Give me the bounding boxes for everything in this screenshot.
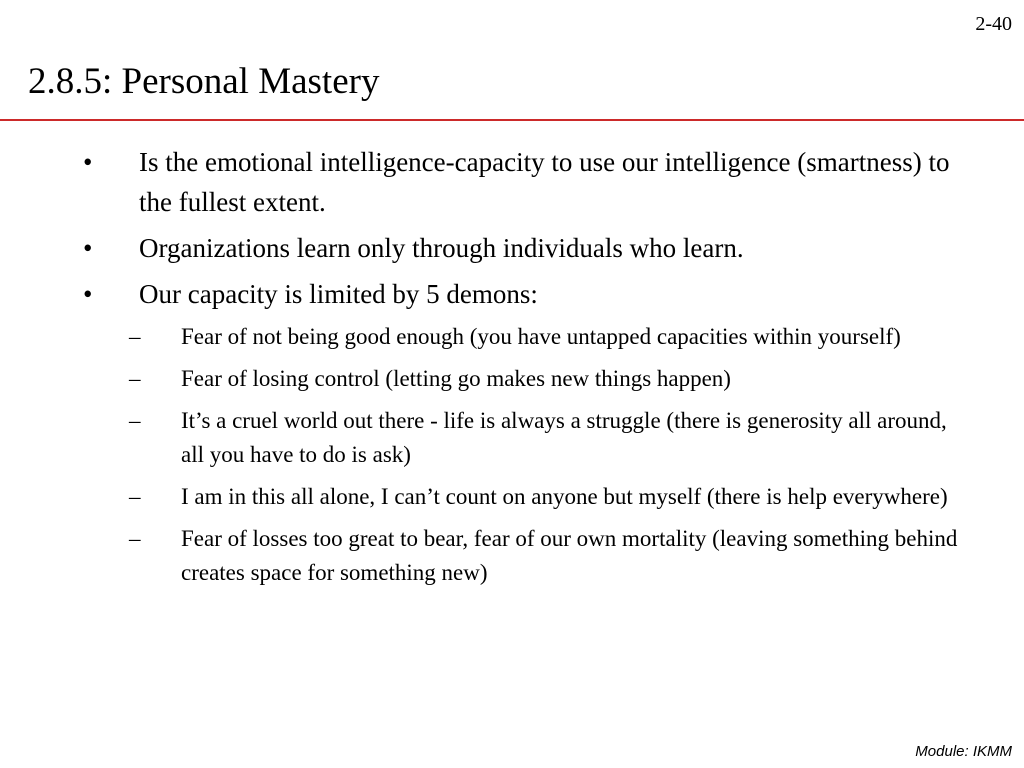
bullet-item	[0, 228, 1024, 268]
bullet-list	[0, 142, 1024, 598]
sub-bullet-marker: –	[129, 484, 141, 509]
bullet-text: Our capacity is limited by 5 demons:	[139, 279, 538, 309]
slide-title: 2.8.5: Personal Mastery	[28, 61, 380, 102]
sub-bullet-text: Fear of losses too great to bear, fear of our own mortality (leaving something behind creates space for something new)	[181, 526, 958, 585]
sub-bullet-marker: –	[129, 366, 141, 391]
sub-bullet-text: I am in this all alone, I can’t count on anyone but myself (there is help everywhere)	[181, 484, 948, 509]
title-divider	[0, 119, 1024, 121]
sub-bullet-marker: –	[129, 408, 141, 433]
bullet-item	[0, 274, 1024, 314]
bullet-text: Is the emotional intelligence-capacity to use our intelligence (smartness) to the fullest extent.	[139, 147, 950, 217]
bullet-marker: •	[83, 147, 93, 177]
sub-bullet-text: Fear of losing control (letting go makes new things happen)	[181, 366, 731, 391]
sub-bullet-text: Fear of not being good enough (you have untapped capacities within yourself)	[181, 324, 901, 349]
sub-bullet-marker: –	[129, 324, 141, 349]
bullet-marker: •	[83, 233, 93, 263]
bullet-text: Organizations learn only through individuals who learn.	[139, 233, 744, 263]
bullet-item	[0, 142, 1024, 222]
sub-bullet-item	[0, 480, 1024, 514]
page-number: 2-40	[975, 13, 1012, 35]
sub-bullet-item	[0, 404, 1024, 472]
sub-bullet-item	[0, 362, 1024, 396]
module-footer: Module: IKMM	[915, 743, 1012, 760]
sub-bullet-marker: –	[129, 526, 141, 551]
sub-bullet-item	[0, 320, 1024, 354]
sub-bullet-text: It’s a cruel world out there - life is always a struggle (there is generosity all around, all you have to do is ask)	[181, 408, 947, 467]
sub-bullet-item	[0, 522, 1024, 590]
bullet-marker: •	[83, 279, 93, 309]
